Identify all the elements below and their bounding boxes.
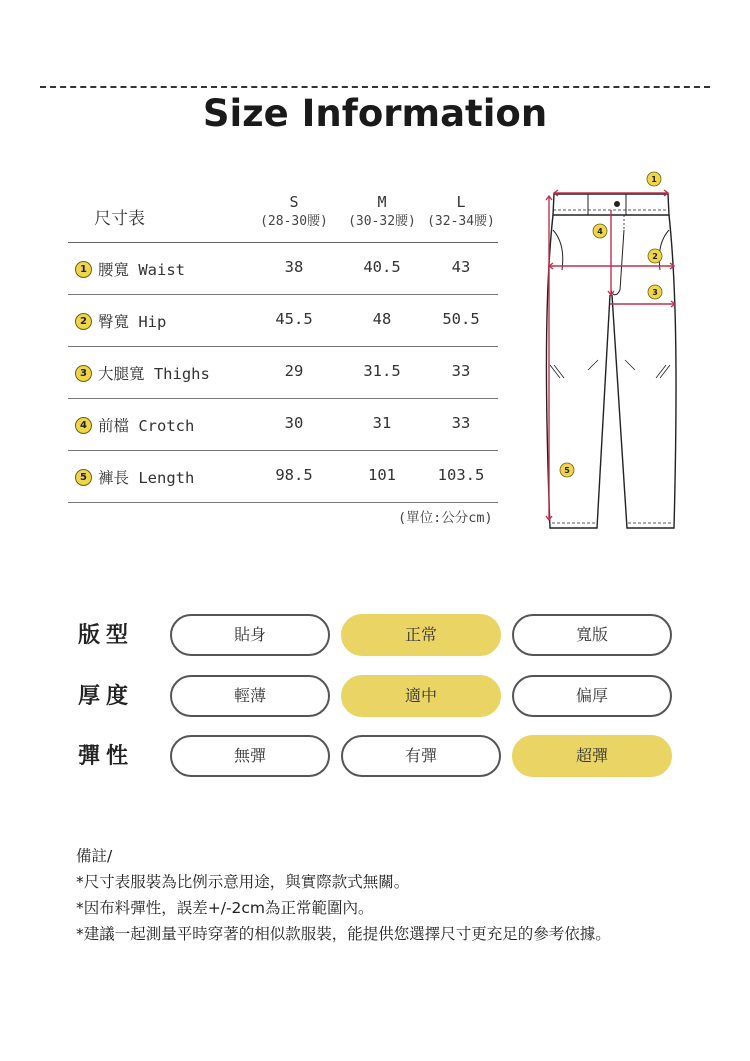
table-row-thighs [68, 347, 498, 399]
cell-l: 33 [451, 414, 471, 432]
size-table [68, 186, 498, 503]
waist-range: (32-34腰) [427, 214, 495, 229]
option-pill[interactable]: 貼身 [170, 614, 330, 656]
top-dashed-divider [40, 86, 710, 88]
size-label: L [456, 193, 466, 211]
unit-note: (單位:公分cm) [398, 510, 493, 526]
attr-row-fit [78, 614, 678, 658]
notes [76, 843, 611, 947]
table-row-length [68, 451, 498, 503]
table-header-label: 尺寸表 [94, 209, 145, 229]
attr-row-elasticity [78, 735, 678, 779]
cell-s: 98.5 [275, 466, 313, 484]
table-row-hip [68, 295, 498, 347]
note-line: *尺寸表服裝為比例示意用途，與實際款式無關。 [76, 873, 410, 891]
page-title: Size Information [202, 92, 548, 135]
size-label: M [377, 193, 387, 211]
marker-3-text: 3 [652, 288, 658, 297]
cell-m: 101 [368, 466, 396, 484]
cell-s: 45.5 [275, 310, 313, 328]
cell-l: 103.5 [437, 466, 485, 484]
table-row-waist [68, 243, 498, 295]
cell-l: 50.5 [442, 310, 480, 328]
marker-2-text: 2 [652, 252, 658, 261]
cell-m: 40.5 [363, 258, 401, 276]
note-line: *建議一起測量平時穿著的相似款服裝，能提供您選擇尺寸更充足的參考依據。 [76, 925, 611, 943]
row-label: 大腿寬 Thighs [98, 365, 210, 383]
attr-row-thickness [78, 675, 678, 719]
notes-heading: 備註/ [76, 847, 113, 865]
cell-m: 48 [372, 310, 392, 328]
cell-m: 31 [372, 414, 392, 432]
row-number-badge: 1 [75, 261, 92, 278]
column-header-m [337, 192, 427, 232]
attr-label: 彈性 [78, 744, 135, 769]
column-header-s [249, 192, 339, 232]
waist-range: (28-30腰) [260, 214, 328, 229]
cell-s: 38 [284, 258, 304, 276]
pants-diagram [540, 170, 690, 540]
marker-4-text: 4 [597, 227, 603, 236]
option-pill[interactable]: 有彈 [341, 735, 501, 777]
cell-m: 31.5 [363, 362, 401, 380]
row-number-badge: 5 [75, 469, 92, 486]
column-header-l [416, 192, 506, 232]
cell-l: 33 [451, 362, 471, 380]
row-number-badge: 4 [75, 417, 92, 434]
option-pill[interactable]: 寬版 [512, 614, 672, 656]
marker-5-text: 5 [564, 466, 570, 475]
option-pill-selected[interactable]: 適中 [341, 675, 501, 717]
option-pill-selected[interactable]: 正常 [341, 614, 501, 656]
cell-s: 29 [284, 362, 304, 380]
row-label: 褲長 Length [98, 469, 195, 487]
attr-label: 版型 [78, 623, 135, 648]
cell-l: 43 [451, 258, 471, 276]
waist-range: (30-32腰) [348, 214, 416, 229]
option-pill[interactable]: 無彈 [170, 735, 330, 777]
cell-s: 30 [284, 414, 304, 432]
row-number-badge: 2 [75, 313, 92, 330]
table-header [68, 186, 498, 243]
row-number-badge: 3 [75, 365, 92, 382]
row-label: 臀寬 Hip [98, 313, 167, 331]
option-pill[interactable]: 輕薄 [170, 675, 330, 717]
row-label: 腰寬 Waist [98, 261, 185, 279]
marker-1-text: 1 [651, 175, 657, 184]
attr-label: 厚度 [78, 684, 135, 709]
table-row-crotch [68, 399, 498, 451]
row-label: 前檔 Crotch [98, 417, 195, 435]
size-label: S [289, 193, 299, 211]
option-pill[interactable]: 偏厚 [512, 675, 672, 717]
note-line: *因布料彈性，誤差+/-2cm為正常範圍內。 [76, 899, 374, 917]
option-pill-selected[interactable]: 超彈 [512, 735, 672, 777]
